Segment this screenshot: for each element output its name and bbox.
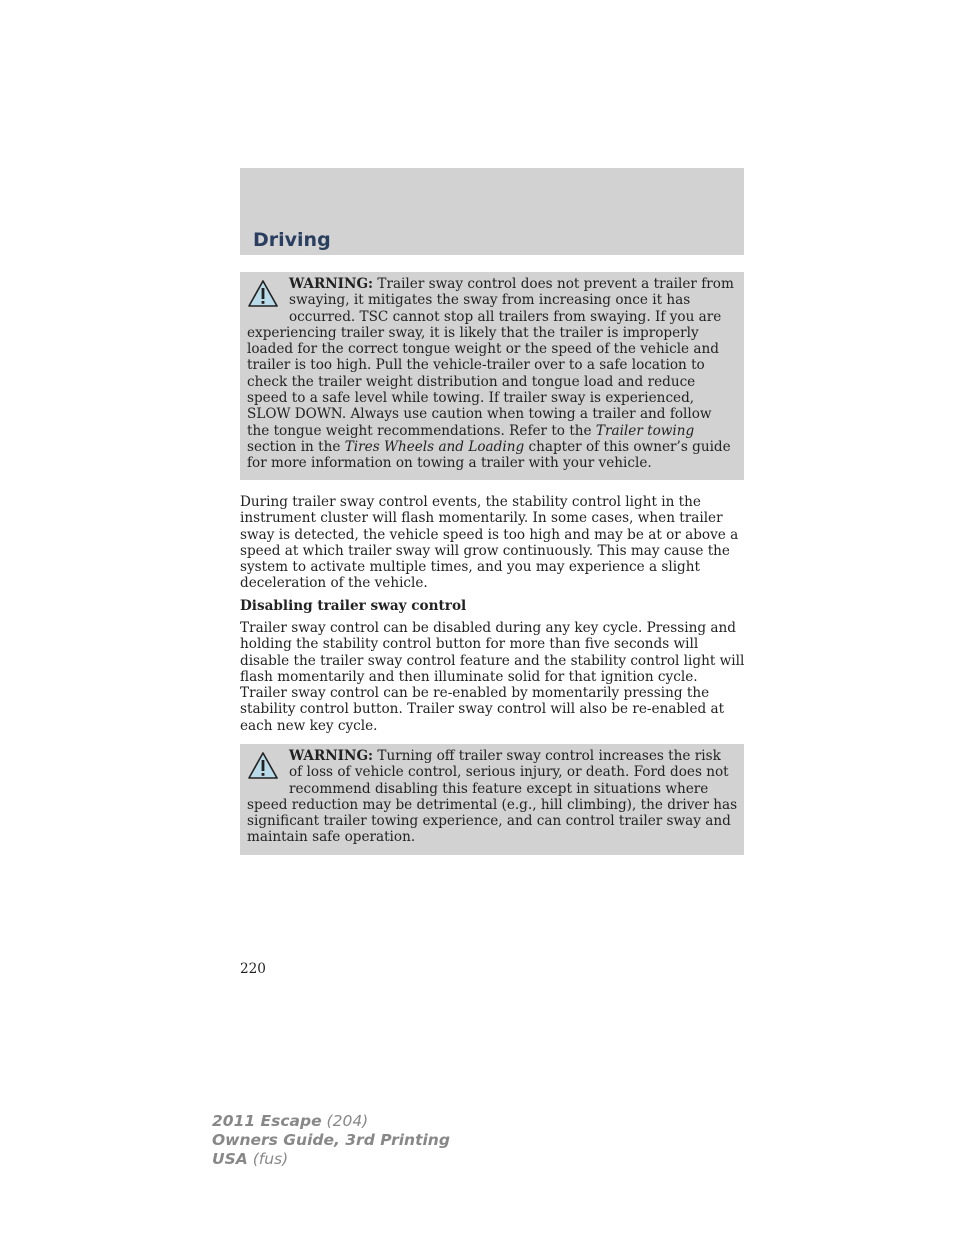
footer-market-code: (fus) [252, 1150, 289, 1168]
warning-text: Trailer sway control does not prevent a trailer from swaying, it mitigates the sway from increasing once it has occurred. TSC cannot stop all trailers from swaying. If you are experiencing trailer sway, it is likely that the trailer is improperly loaded for the correct tongue weight or the speed of the vehicle and trailer is too high. Pull the vehicle-trailer over to a safe location to check the trailer weight distribution and tongue load and reduce speed to a safe level while towing. If trailer sway is experienced, SLOW DOWN. Always use caution when towing a trailer and follow the tongue weight recommendations. Refer to the [247, 276, 734, 439]
warning-text: section in the [247, 438, 341, 455]
footer-model: 2011 Escape [212, 1112, 322, 1130]
warning-text: chapter of this owner’s guide for more information on towing a trailer with your vehicle. [247, 438, 731, 472]
section-header-band [240, 168, 744, 255]
warning-box-1 [240, 272, 744, 480]
footer-model-code: (204) [326, 1112, 369, 1130]
page-number: 220 [240, 961, 266, 977]
footer-printing: Owners Guide, 3rd Printing [212, 1131, 450, 1149]
cross-reference-tires-chapter: Tires Wheels and Loading [344, 438, 525, 455]
paragraph-disabling: Trailer sway control can be disabled during any key cycle. Pressing and holding the stability control button for more than five seconds will disable the trailer sway control feature and the stability control light will flash momentarily and then illuminate solid for that ignition cycle. Trailer sway control can be re-enabled by momentarily pressing the stability control button. Trailer sway control will also be re-enabled at each new key cycle. [240, 620, 745, 734]
section-title: Driving [253, 229, 331, 251]
subheading-disabling: Disabling trailer sway control [240, 598, 467, 614]
warning-triangle-icon [247, 279, 279, 309]
warning-label: WARNING: [289, 748, 374, 764]
footer-market: USA [212, 1150, 248, 1168]
cross-reference-trailer-towing: Trailer towing [595, 422, 695, 439]
warning-triangle-icon [247, 751, 279, 781]
footer-publication-info [212, 1112, 450, 1169]
warning-label: WARNING: [289, 276, 374, 292]
paragraph-sway-events: During trailer sway control events, the stability control light in the instrument cluster will flash momentarily. In some cases, when trailer sway is detected, the vehicle speed is too high and may be at or above a speed at which trailer sway will grow continuously. This may cause the system to activate multiple times, and you may experience a slight deceleration of the vehicle. [240, 494, 739, 592]
warning-box-2 [240, 744, 744, 855]
warning-text: Turning off trailer sway control increases the risk of loss of vehicle control, serious injury, or death. Ford does not recommend disabling this feature except in situations where speed reduction may be detrimental (e.g., hill climbing), the driver has significant trailer towing experience, and can control trailer sway and maintain safe operation. [247, 748, 738, 846]
